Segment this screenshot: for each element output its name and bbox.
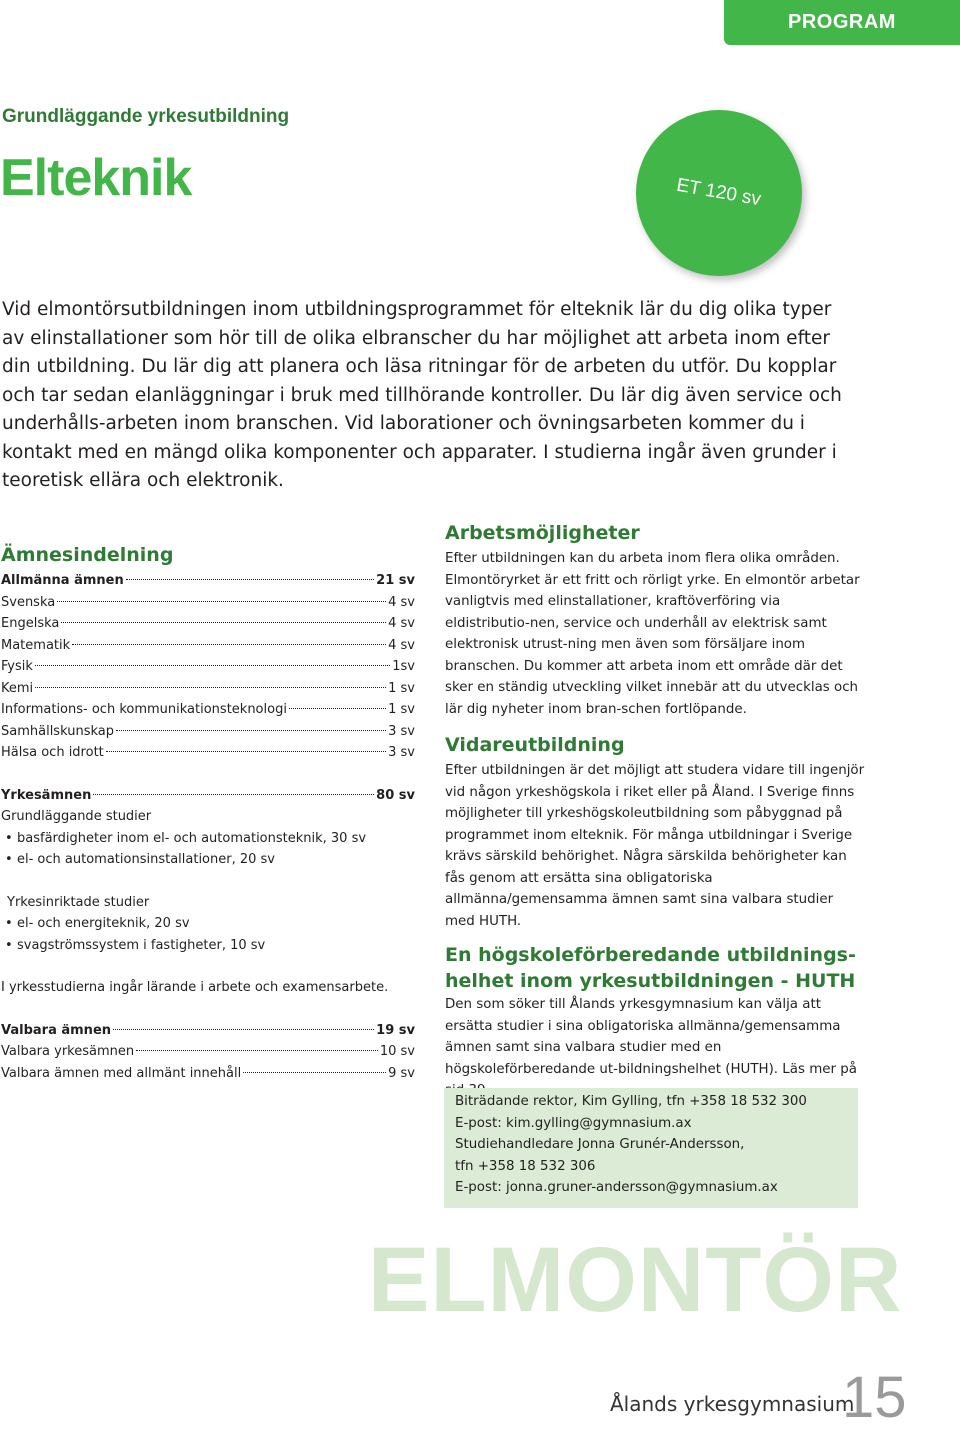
row-label: Samhällskunskap (1, 723, 114, 739)
huth-text: Den som söker till Ålands yrkesgymnasium kan välja att ersätta studier i sina obligatoriska allmänna/gemensamma ämnen samt sina valbara studier med en högskoleförberedande ut-bildningshelhet (HUTH). Läs mer på (445, 997, 857, 1077)
row-label: Kemi (1, 680, 34, 696)
elmontor-watermark: ELMONTÖR (368, 1229, 903, 1331)
basic-studies-label: Grundläggande studier (1, 809, 152, 824)
subject-row (1, 1041, 415, 1063)
subject-heading: Ämnesindelning (1, 544, 174, 566)
row-value: 1 sv (388, 680, 415, 696)
row-value: 80 sv (376, 787, 415, 803)
huth-heading-line: helhet inom yrkesutbildningen - HUTH (445, 970, 856, 992)
row-label: Svenska (1, 594, 56, 610)
intro-paragraph: Vid elmontörsutbildningen inom utbildningsprogrammet för elteknik lär du dig olika typer av elinstallationer som hör till de olika elbranscher du har möjlighet att arbeta inom efter din utbildning. Du lär dig att planera och läsa ritningar för de arbeten du utför. Du kopplar och tar sedan elanläggningar i bruk med tillhörande kontroller. Du lär dig även service och underhålls-arbeten inom branschen. Vid laborationer och övningsarbeten kommer du i kontakt med en mängd olika komponenter och apparater. I studierna ingår även grunder i teoretisk ellära och elektronik. (2, 299, 842, 491)
row-label: Fysik (1, 659, 33, 674)
program-kicker: Grundläggande yrkesutbildning (2, 106, 290, 127)
general-subjects-row (1, 570, 415, 592)
vocational-subjects-row (1, 785, 415, 807)
subject-row (1, 1063, 415, 1085)
credits-badge (636, 110, 802, 276)
row-label: Hälsa och idrott (1, 745, 104, 760)
specialized-studies-label: Yrkesinriktade studier (7, 894, 150, 910)
further-education-heading: Vidareutbildning (445, 734, 625, 756)
huth-heading-line: En högskoleförberedande utbildnings- (445, 944, 856, 966)
row-label: Matematik (1, 637, 71, 653)
subject-row (1, 678, 415, 700)
program-tab: PROGRAM (724, 0, 960, 45)
row-label: Valbara ämnen (1, 1022, 112, 1038)
subject-row (1, 742, 415, 764)
bullet-item: • el- och energiteknik, 20 sv (1, 913, 415, 935)
row-value: 19 sv (376, 1022, 415, 1038)
credits-badge-label: ET 120 sv (675, 174, 763, 211)
subject-row (1, 721, 415, 743)
row-label: Allmänna ämnen (1, 573, 124, 588)
row-value: 1 sv (388, 702, 415, 717)
row-value: 3 sv (388, 723, 415, 739)
row-value: 9 sv (388, 1065, 415, 1081)
subject-row (1, 592, 415, 614)
row-label: Engelska (1, 616, 60, 631)
row-value: 4 sv (388, 616, 415, 631)
contact-line: Biträdande rektor, Kim Gylling, tfn +358 18 532 300 (455, 1094, 807, 1109)
bullet-item: • el- och automationsinstallationer, 20 sv (1, 849, 415, 871)
row-value: 4 sv (388, 594, 415, 610)
further-education-text: Efter utbildningen är det möjligt att studera vidare till ingenjör vid någon yrkeshögskola i riket eller på Åland. I Sverige finns möjligheter till yrkeshögskoleutbildning som påbyggnad på programmet inom elteknik. För många utbildningar i Sverige krävs särskild behörighet. Några särskilda behörigheter kan fås genom att ersätta sina obligatoriska allmänna/gemensamma ämnen samt sina valbara studier med HUTH. (445, 763, 865, 929)
contact-email[interactable]: E-post: jonna.gruner-andersson@gymnasium.ax (455, 1180, 778, 1196)
page-number: 15 (842, 1365, 907, 1430)
row-value: 1sv (392, 659, 415, 674)
row-label: Valbara ämnen med allmänt innehåll (1, 1065, 242, 1081)
row-label: Valbara yrkesämnen (1, 1044, 135, 1059)
info-column (445, 518, 865, 1102)
row-label: Informations- och kommunikationsteknologi (1, 702, 287, 717)
subject-row (1, 699, 415, 721)
row-label: Yrkesämnen (1, 787, 92, 803)
row-value: 3 sv (388, 745, 415, 760)
subject-row (1, 656, 415, 678)
elective-subjects-row (1, 1020, 415, 1042)
bullet-item: • basfärdigheter inom el- och automationsteknik, 30 sv (1, 828, 415, 850)
contact-line: tfn +358 18 532 306 (455, 1158, 596, 1174)
row-value: 10 sv (379, 1044, 415, 1059)
subject-row (1, 635, 415, 657)
contact-line: Studiehandledare Jonna Grunér-Andersson, (455, 1137, 745, 1153)
contact-box (444, 1088, 858, 1208)
vocational-note: I yrkesstudierna ingår lärande i arbete och examensarbete. (1, 980, 389, 995)
row-value: 4 sv (388, 637, 415, 653)
jobs-text: Efter utbildningen kan du arbeta inom flera olika områden. Elmontöryrket är ett fritt och rörligt yrke. En elmontör arbetar vanligtvis med elinstallationer, kraftöverföring via eldistributio-nen, service och underhåll av elektrisk samt elektronisk utrust-ning men även som försäljare inom branschen. Du kommer att arbeta inom ett område där det sker en ständig utveckling vilket innebär att du utvecklas och lär dig nyheter inom bran-schen fortlöpande. (445, 551, 860, 717)
subject-row (1, 613, 415, 635)
footer-school-name: Ålands yrkesgymnasium (610, 1392, 855, 1416)
program-title: Elteknik (0, 149, 192, 207)
jobs-heading: Arbetsmöjligheter (445, 522, 640, 544)
contact-email[interactable]: E-post: kim.gylling@gymnasium.ax (455, 1115, 692, 1131)
row-value: 21 sv (376, 573, 415, 588)
bullet-item: • svagströmssystem i fastigheter, 10 sv (1, 935, 415, 957)
huth-heading (445, 942, 865, 994)
subject-breakdown (1, 540, 415, 1084)
